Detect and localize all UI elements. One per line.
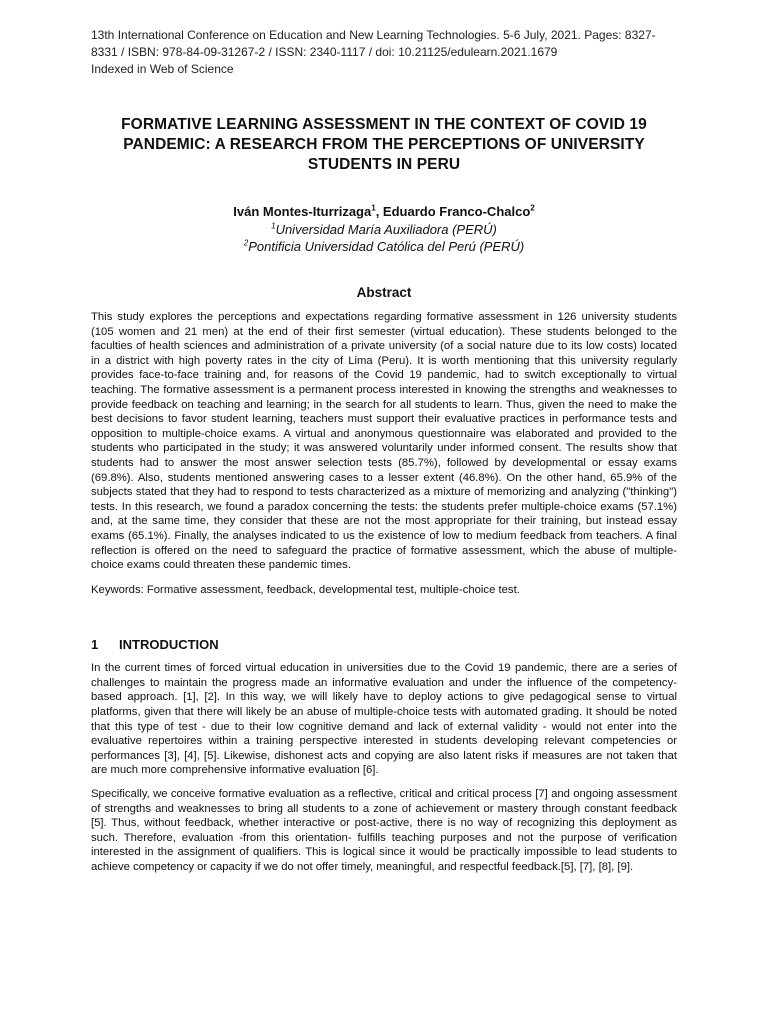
author-name: Eduardo Franco-Chalco: [382, 204, 531, 219]
section-title: INTRODUCTION: [119, 637, 219, 653]
affiliation: [91, 238, 677, 255]
conference-citation: 13th International Conference on Education and New Learning Technologies. 5-6 July, 2021. Pages: 8327-8331 / ISBN: 978-84-09-31267-2 / ISSN: 2340-1117 / doi: 10.21125/edulearn.2021.1679: [91, 28, 656, 59]
affiliation: [91, 221, 677, 238]
keywords: Keywords: Formative assessment, feedback, developmental test, multiple-choice test.: [91, 583, 520, 596]
affiliation-text: Pontificia Universidad Católica del Perú (PERÚ): [248, 239, 525, 254]
body-paragraph: In the current times of forced virtual education in universities due to the Covid 19 pandemic, there are a series of challenges to maintain the progress made an informative evaluation and under the influence of the competency-based approach. [1], [2]. In this way, we will likely have to deploy actions to give pedagogical sense to virtual platforms, given that there will likely be an abuse of multiple-choice tests with automated grading. It should be noted that this type of test - due to their low cognitive demand and lack of external validity - would not enter into the evaluative repertoires within a training perspective interested in students developing relevant competencies or performances [3], [4], [5]. Likewise, dishonest acts and copying are also latent risks if measures are not taken that are much more comprehensive informative evaluation [6].: [91, 662, 677, 777]
author-list: [91, 203, 677, 221]
paper-page: [91, 27, 677, 875]
author-name: Iván Montes-Iturrizaga: [233, 204, 372, 219]
affiliation-mark: 1: [271, 221, 276, 231]
abstract-heading: Abstract: [356, 285, 412, 300]
section-heading: [91, 636, 677, 654]
affiliation-mark: 2: [243, 238, 249, 248]
author-affiliation-mark: 2: [530, 203, 535, 213]
abstract-text: This study explores the perceptions and expectations regarding formative assessment in 126 university students (105 women and 21 men) at the end of their first semester (virtual education). These students belonged to the faculties of health sciences and administration of a private university (of a social nature due to its low costs) located in a district with high poverty rates in the city of Lima (Peru). It is worth mentioning that this university regularly provides face-to-face training and, for reasons of the Covid 19 pandemic, had to switch exceptionally to virtual teaching. The formative assessment is a permanent process interested in knowing the strengths and weaknesses to provide feedback on teaching and learning; in the search for all students to learn. Thus, given the need to make the best decisions to favor student learning, teachers must support their evaluative practices in performance tests and opposition to multiple-choice exams. A virtual and anonymous questionnaire was elaborated and provided to the students who participated in the study; it was answered voluntarily under informed consent. The results show that students had to answer the most answer selection tests (85.7%), followed by developmental or essay exams (69.8%). Also, students mentioned answering cases to a lesser extent (46.8%). On the other hand, 65.9% of the subjects stated that they had to respond to tests characterized as a mixture of memorizing and analyzing ("thinking") tests. In this research, we found a paradox concerning the tests: the students prefer multiple-choice exams (57.1%) and, at the same time, they consider that these are not the most appropriate for their training, but instead essay exams (65.1%). Finally, the analyses indicated to us the existence of low to medium feedback from teachers. A final reflection is offered on the need to safeguard the practice of formative assessment, which the abuse of multiple-choice exams could threaten these pandemic times.: [91, 311, 677, 572]
section-number: 1: [91, 637, 99, 653]
indexing-note: Indexed in Web of Science: [91, 62, 234, 76]
author-affiliation-mark: 1: [371, 203, 376, 213]
paper-title: FORMATIVE LEARNING ASSESSMENT IN THE CONTEXT OF COVID 19 PANDEMIC: A RESEARCH FROM THE PERCEPTIONS OF UNIVERSITY STUDENTS IN PERU: [121, 116, 647, 173]
affiliation-text: Universidad María Auxiliadora (PERÚ): [275, 222, 497, 237]
body-paragraph: Specifically, we conceive formative evaluation as a reflective, critical and critical process [7] and ongoing assessment of strengths and weaknesses to bring all students to a zone of achievement or mastery through constant feedback [5]. Thus, without feedback, whether interactive or post-active, there is no way of recognizing this deployment as such. Therefore, evaluation -from this orientation- fulfills teaching purposes and not the purpose of verification interested in the assignment of qualifiers. This is logical since it would be practically impossible to lead students to achieve competency or capacity if we do not offer timely, meaningful, and respectful feedback.[5], [7], [8], [9].: [91, 788, 677, 873]
author-separator: ,: [375, 204, 383, 219]
conference-header: [91, 27, 677, 78]
